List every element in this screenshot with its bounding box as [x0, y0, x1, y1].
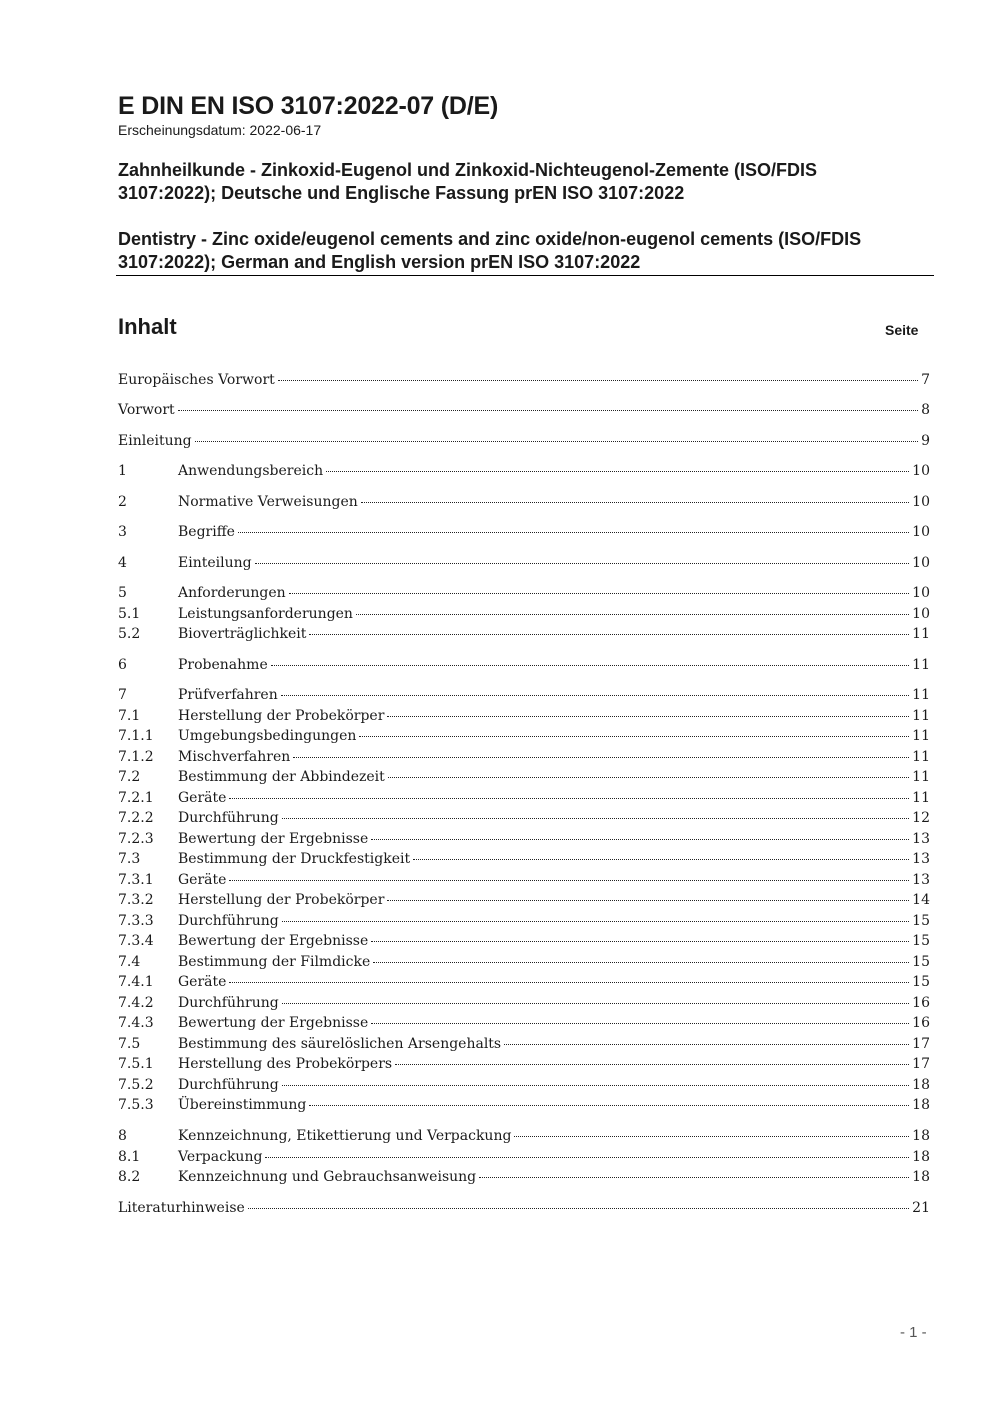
toc-dot-leader	[514, 1136, 909, 1137]
toc-dot-leader	[373, 962, 909, 963]
toc-entry-page: 16	[912, 1015, 930, 1031]
toc-entry-title: Bewertung der Ergebnisse	[178, 831, 369, 847]
toc-entry-number: 8.2	[118, 1169, 141, 1185]
toc-entry[interactable]	[118, 1077, 930, 1098]
toc-entry-number: 3	[118, 524, 127, 540]
toc-entry-number: 8	[118, 1128, 127, 1144]
toc-entry-number: 7.3.4	[118, 933, 154, 949]
toc-dot-leader	[371, 1023, 909, 1024]
toc-entry-title: Anwendungsbereich	[178, 463, 324, 479]
toc-entry[interactable]	[118, 555, 930, 576]
toc-entry[interactable]	[118, 810, 930, 831]
toc-entry-title: Kennzeichnung, Etikettierung und Verpackung	[178, 1128, 512, 1144]
toc-entry-page: 16	[912, 995, 930, 1011]
toc-dot-leader	[479, 1177, 909, 1178]
toc-entry-number: 6	[118, 657, 127, 673]
toc-entry-title: Durchführung	[178, 810, 279, 826]
toc-entry-title: Bestimmung der Abbindezeit	[178, 769, 385, 785]
toc-entry[interactable]	[118, 1149, 930, 1170]
toc-dot-leader	[356, 614, 909, 615]
toc-entry[interactable]	[118, 933, 930, 954]
header-divider	[116, 275, 934, 276]
toc-entry-title: Geräte	[178, 790, 227, 806]
toc-entry-number: 7.5.2	[118, 1077, 154, 1093]
toc-entry-number: 7.3.1	[118, 872, 154, 888]
toc-entry-title: Prüfverfahren	[178, 687, 278, 703]
toc-entry[interactable]	[118, 687, 930, 708]
toc-entry-title: Bewertung der Ergebnisse	[178, 1015, 369, 1031]
toc-entry-number: 7.3.3	[118, 913, 154, 929]
toc-entry-number: 7.1.2	[118, 749, 154, 765]
toc-entry-page: 14	[912, 892, 930, 908]
toc-entry[interactable]	[118, 463, 930, 484]
toc-entry-number: 7.2.3	[118, 831, 154, 847]
toc-entry-title: Umgebungsbedingungen	[178, 728, 357, 744]
toc-entry-number: 5.1	[118, 606, 141, 622]
toc-entry-title: Durchführung	[178, 1077, 279, 1093]
toc-entry[interactable]	[118, 974, 930, 995]
toc-entry-page: 12	[912, 810, 930, 826]
toc-dot-leader	[293, 757, 909, 758]
toc-entry-number: 5.2	[118, 626, 141, 642]
toc-entry-number: 7.5.3	[118, 1097, 154, 1113]
toc-entry-page: 10	[912, 585, 930, 601]
toc-entry-number: 7.2.1	[118, 790, 154, 806]
toc-entry-title: Bioverträglichkeit	[178, 626, 307, 642]
toc-dot-leader	[229, 798, 909, 799]
toc-entry[interactable]	[118, 1200, 930, 1221]
toc-entry-page: 18	[912, 1169, 930, 1185]
toc-entry[interactable]	[118, 831, 930, 852]
toc-entry-page: 11	[912, 749, 930, 765]
toc-entry-title: Herstellung der Probekörper	[178, 892, 385, 908]
toc-entry-number: 7.4	[118, 954, 141, 970]
toc-entry[interactable]	[118, 1169, 930, 1190]
toc-entry-number: 7.5	[118, 1036, 141, 1052]
toc-entry-page: 15	[912, 913, 930, 929]
toc-entry-title: Vorwort	[118, 402, 175, 418]
toc-entry[interactable]	[118, 954, 930, 975]
toc-dot-leader	[371, 839, 909, 840]
subtitle-english: Dentistry - Zinc oxide/eugenol cements and zinc oxide/non-eugenol cements (ISO/FDIS 3107:2022); German and English version prEN ISO 3107:2022	[118, 229, 862, 272]
subtitle-german: Zahnheilkunde - Zinkoxid-Eugenol und Zinkoxid-Nichteugenol-Zemente (ISO/FDIS 3107:2022); Deutsche und Englische Fassung prEN ISO 3107:2022	[118, 160, 818, 203]
toc-entry-page: 7	[921, 372, 930, 388]
toc-entry-number: 7.1	[118, 708, 141, 724]
toc-entry-page: 15	[912, 933, 930, 949]
toc-entry-number: 7.4.1	[118, 974, 154, 990]
toc-entry-title: Leistungsanforderungen	[178, 606, 353, 622]
toc-dot-leader	[387, 900, 909, 901]
toc-entry-number: 7.1.1	[118, 728, 154, 744]
toc-entry[interactable]	[118, 1036, 930, 1057]
toc-dot-leader	[229, 880, 909, 881]
toc-heading: Inhalt	[118, 314, 177, 339]
toc-entry-title: Kennzeichnung und Gebrauchsanweisung	[178, 1169, 477, 1185]
toc-dot-leader	[281, 695, 909, 696]
publication-date: Erscheinungsdatum: 2022-06-17	[118, 122, 322, 138]
toc-entry-title: Bestimmung des säurelöslichen Arsengehalts	[178, 1036, 502, 1052]
toc-entry-page: 18	[912, 1149, 930, 1165]
toc-entry[interactable]	[118, 606, 930, 627]
toc-dot-leader	[278, 380, 918, 381]
toc-entry-title: Durchführung	[178, 995, 279, 1011]
toc-entry-number: 7.2	[118, 769, 141, 785]
toc-entry[interactable]	[118, 372, 930, 393]
toc-entry-page: 18	[912, 1097, 930, 1113]
toc-dot-leader	[289, 593, 910, 594]
toc-entry-title: Bestimmung der Filmdicke	[178, 954, 371, 970]
toc-entry-page: 11	[912, 790, 930, 806]
toc-dot-leader	[282, 818, 909, 819]
toc-entry[interactable]	[118, 749, 930, 770]
toc-entry[interactable]	[118, 769, 930, 790]
toc-dot-leader	[265, 1157, 909, 1158]
toc-entry[interactable]	[118, 1015, 930, 1036]
toc-entry-number: 7.4.3	[118, 1015, 154, 1031]
toc-entry-title: Herstellung des Probekörpers	[178, 1056, 393, 1072]
toc-entry-page: 13	[912, 851, 930, 867]
toc-entry[interactable]	[118, 728, 930, 749]
toc-dot-leader	[359, 736, 909, 737]
toc-dot-leader	[282, 1003, 909, 1004]
toc-entry-title: Probenahme	[178, 657, 268, 673]
toc-entry[interactable]	[118, 872, 930, 893]
toc-entry-page: 10	[912, 524, 930, 540]
toc-page-column-label: Seite	[885, 322, 919, 338]
toc-entry-title: Europäisches Vorwort	[118, 372, 275, 388]
toc-dot-leader	[371, 941, 909, 942]
toc-entry-number: 5	[118, 585, 127, 601]
toc-entry-page: 11	[912, 728, 930, 744]
toc-entry-title: Verpackung	[178, 1149, 263, 1165]
toc-entry-title: Herstellung der Probekörper	[178, 708, 385, 724]
toc-entry-page: 18	[912, 1128, 930, 1144]
toc-dot-leader	[309, 1105, 909, 1106]
toc-dot-leader	[395, 1064, 909, 1065]
toc-dot-leader	[387, 716, 909, 717]
toc-dot-leader	[178, 410, 918, 411]
toc-entry-page: 10	[912, 494, 930, 510]
document-title: E DIN EN ISO 3107:2022-07 (D/E)	[118, 92, 499, 120]
toc-entry-title: Normative Verweisungen	[178, 494, 358, 510]
toc-entry-number: 7.3.2	[118, 892, 154, 908]
toc-dot-leader	[361, 502, 909, 503]
toc-entry-page: 17	[912, 1056, 930, 1072]
toc-entry-title: Übereinstimmung	[178, 1097, 307, 1113]
toc-dot-leader	[282, 921, 909, 922]
toc-entry-number: 2	[118, 494, 127, 510]
toc-dot-leader	[238, 532, 909, 533]
toc-entry[interactable]	[118, 524, 930, 545]
toc-entry[interactable]	[118, 1128, 930, 1149]
toc-entry-title: Bewertung der Ergebnisse	[178, 933, 369, 949]
toc-entry-title: Literaturhinweise	[118, 1200, 245, 1216]
toc-entry-title: Begriffe	[178, 524, 235, 540]
toc-dot-leader	[271, 665, 909, 666]
toc-entry-page: 11	[912, 708, 930, 724]
toc-entry-title: Einleitung	[118, 433, 192, 449]
toc-entry-number: 7.2.2	[118, 810, 154, 826]
toc-entry-number: 7.4.2	[118, 995, 154, 1011]
toc-entry[interactable]	[118, 995, 930, 1016]
toc-entry[interactable]	[118, 913, 930, 934]
toc-entry[interactable]	[118, 626, 930, 647]
toc-entry-page: 11	[912, 657, 930, 673]
toc-entry[interactable]	[118, 494, 930, 515]
toc-entry[interactable]	[118, 708, 930, 729]
toc-entry[interactable]	[118, 1097, 930, 1118]
toc-entry-page: 13	[912, 872, 930, 888]
toc-entry-title: Geräte	[178, 872, 227, 888]
toc-dot-leader	[388, 777, 909, 778]
toc-entry-page: 11	[912, 626, 930, 642]
toc-entry[interactable]	[118, 657, 930, 678]
toc-dot-leader	[309, 634, 909, 635]
toc-dot-leader	[248, 1208, 909, 1209]
toc-entry[interactable]	[118, 402, 930, 423]
toc-entry[interactable]	[118, 892, 930, 913]
toc-entry-page: 21	[912, 1200, 930, 1216]
toc-entry-page: 10	[912, 463, 930, 479]
toc-entry[interactable]	[118, 851, 930, 872]
toc-entry-number: 7.3	[118, 851, 141, 867]
toc-entry-number: 4	[118, 555, 127, 571]
toc-entry-title: Durchführung	[178, 913, 279, 929]
toc-entry-page: 15	[912, 974, 930, 990]
toc-entry-page: 17	[912, 1036, 930, 1052]
toc-dot-leader	[326, 471, 909, 472]
toc-entry-number: 7	[118, 687, 127, 703]
toc-entry-number: 1	[118, 463, 127, 479]
toc-entry-page: 11	[912, 769, 930, 785]
toc-dot-leader	[282, 1085, 909, 1086]
toc-entry-number: 8.1	[118, 1149, 141, 1165]
toc-entry[interactable]	[118, 790, 930, 811]
toc-entry-page: 10	[912, 606, 930, 622]
toc-entry[interactable]	[118, 585, 930, 606]
toc-entry-page: 8	[921, 402, 930, 418]
page-number: - 1 -	[900, 1324, 927, 1341]
toc-dot-leader	[255, 563, 910, 564]
toc-entry-page: 11	[912, 687, 930, 703]
toc-entry-title: Mischverfahren	[178, 749, 291, 765]
toc-entry-page: 18	[912, 1077, 930, 1093]
toc-dot-leader	[229, 982, 909, 983]
toc-entry[interactable]	[118, 1056, 930, 1077]
toc-entry[interactable]	[118, 433, 930, 454]
toc-entry-title: Einteilung	[178, 555, 252, 571]
toc-entry-page: 10	[912, 555, 930, 571]
toc-entry-title: Geräte	[178, 974, 227, 990]
toc-dot-leader	[504, 1044, 909, 1045]
toc-entry-title: Anforderungen	[178, 585, 286, 601]
toc-entry-page: 9	[921, 433, 930, 449]
toc-dot-leader	[195, 441, 919, 442]
toc-entry-number: 7.5.1	[118, 1056, 154, 1072]
toc-dot-leader	[413, 859, 909, 860]
toc-entry-title: Bestimmung der Druckfestigkeit	[178, 851, 411, 867]
toc-entry-page: 15	[912, 954, 930, 970]
toc-entry-page: 13	[912, 831, 930, 847]
